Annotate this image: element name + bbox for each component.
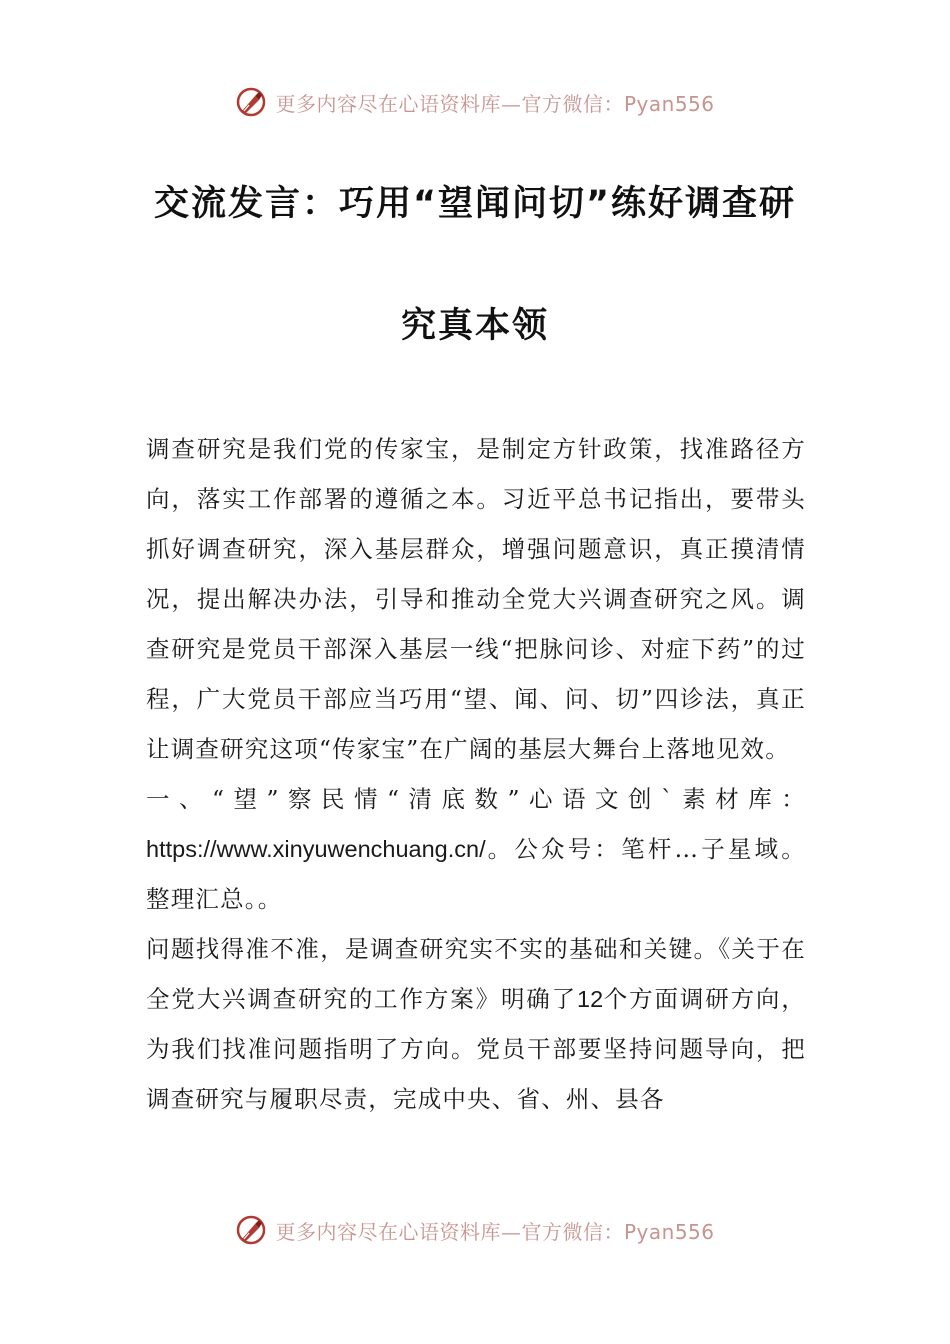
footer-banner <box>0 1210 950 1250</box>
wechat-handle: Pyan556 <box>623 91 715 116</box>
paragraph-section-one <box>146 774 806 924</box>
document-body <box>146 424 806 1124</box>
banner-text: 更多内容尽在心语资料库—官方微信：Pyan556 <box>275 91 715 116</box>
paragraph-problem-text-b: 个方面调研方向，为我们找准问题指明了方向。党员干部要坚持问题导向，把调查研究与履职尽责，完成中央、省、州、县各 <box>146 985 806 1113</box>
section-one-heading: 一、“望”察民情“清底数”心语文创`素材库： <box>146 785 806 813</box>
page-title-line-2: 究真本领 <box>400 306 549 346</box>
paragraph-problem-text-a: 问题找得准不准，是调查研究实不实的基础和关键。《关于在全党大兴调查研究的工作方案》明确了 <box>146 935 806 1013</box>
paragraph-problem-number: 12 <box>577 986 604 1012</box>
banner-text: 更多内容尽在心语资料库—官方微信：Pyan556 <box>275 1219 715 1244</box>
header-banner <box>0 82 950 122</box>
page-title-line-1: 交流发言：巧用“望闻问切”练好调查研 <box>153 184 796 224</box>
wechat-handle: Pyan556 <box>623 1219 715 1244</box>
pen-nib-logo-icon <box>235 1214 267 1246</box>
paragraph-intro: 调查研究是我们党的传家宝，是制定方针政策，找准路径方向，落实工作部署的遵循之本。习近平总书记指出，要带头抓好调查研究，深入基层群众，增强问题意识，真正摸清情况，提出解决办法，引导和推动全党大兴调查研究之风。调查研究是党员干部深入基层一线“把脉问诊、对症下药”的过程，广大党员干部应当巧用“望、闻、问、切”四诊法，真正让调查研究这项“传家宝”在广阔的基层大舞台上落地见效。 <box>146 435 806 763</box>
pen-nib-logo-icon <box>235 86 267 118</box>
resource-url-link[interactable]: https://www.xinyuwenchuang.cn/ <box>146 836 486 862</box>
section-one-suffix: 。公众号：笔杆…子星域。整理汇总。。 <box>146 835 806 913</box>
paragraph-problem <box>146 924 806 1124</box>
